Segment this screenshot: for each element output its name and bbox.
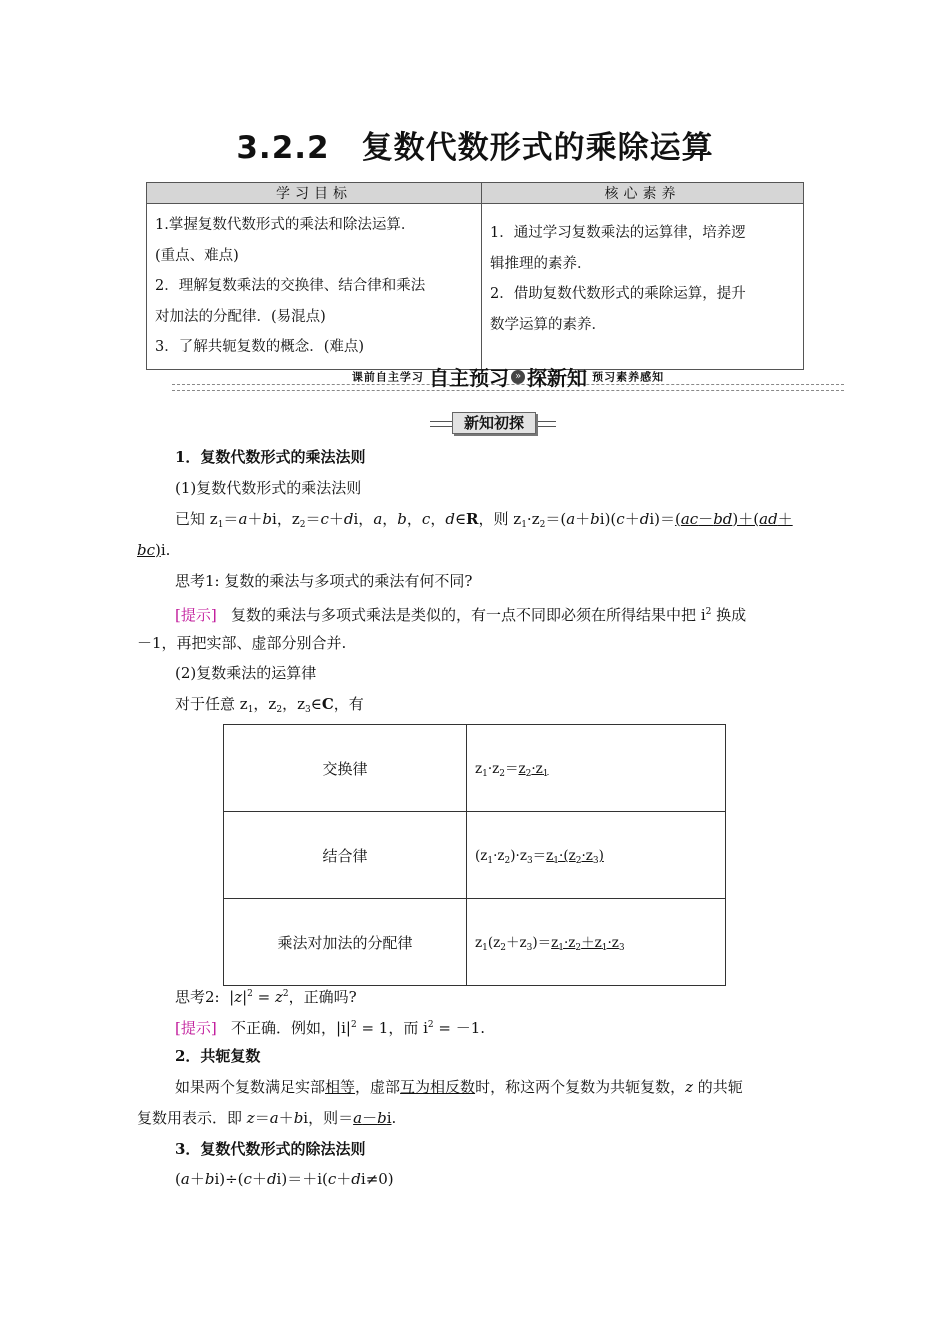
goal-line: (重点、难点) [155,247,239,264]
law-formula: $z_1(z_2+z_3)=z_1\cdot z_2+z_1\cdot z_3$ [467,899,726,986]
think1-question: 思考1: 复数的乘法与多项式的乘法有何不同? [175,572,473,590]
blank-answer: 互为相反数 [400,1078,476,1096]
s2-heading: 2．共轭复数 [175,1047,261,1065]
literacy-line: 1．通过学习复数乘法的运算律，培养逻 [490,225,746,241]
goals-header-learning: 学习目标 [147,183,482,204]
s3-heading: 3．复数代数形式的除法法则 [175,1140,366,1158]
laws-table [223,724,726,986]
for-any-line: 对于任意 $z_1$，$z_2$，$z_3\in C$，有 [175,695,364,715]
mult-rule-line2: bc)i. [137,541,171,559]
think1-answer-line1: [提示] 复数的乘法与多项式乘法是类似的，有一点不同即必须在所得结果中把 $i^2$ 换成 [175,606,747,624]
literacy-line: 辑推理的素养． [490,255,592,272]
mult-rule-line1: 已知 $z_1=a+bi$，$z_2=c+di$，a，b，c，d∈R，则 $z_1\cdot z_2=(a+bi)(c+di)=(ac-bd)+(ad+$ [175,510,793,530]
blank-answer: 相等 [325,1078,356,1096]
hint-label: [提示] [175,606,217,624]
banner-right-label: 预习素养感知 [592,370,665,384]
law-name: 结合律 [224,812,467,899]
conj-line2: 复数用表示．即 z＝a＋bi，则＝a－bi. [137,1109,397,1127]
s1-sub2: (2)复数乘法的运算律 [175,664,317,682]
goals-table [146,182,804,370]
banner-left-label: 课前自主学习 [351,370,424,384]
s1-sub1: (1)复数代数形式的乘法法则 [175,479,362,497]
think2-answer: [提示] 不正确．例如，$|i|^2 = 1$，而 $i^2 = -1$. [175,1019,486,1037]
page-title: 3.2.2 复数代数形式的乘除运算 [236,130,714,166]
arrow-icon: » [511,370,525,384]
goals-left-cell [147,204,482,370]
division-rule: (a＋bi)÷(c＋di)＝＋i(c＋di≠0) [175,1170,394,1188]
goal-line: 1.掌握复数代数形式的乘法和除法运算． [155,217,416,233]
section-label-text: 新知初探 [452,412,536,434]
literacy-line: 数学运算的素养． [490,316,606,333]
goals-right-cell [482,204,804,370]
law-formula: $(z_1\cdot z_2)\cdot z_3=z_1\cdot(z_2\cdot z_3)$ [467,812,726,899]
law-formula: $z_1\cdot z_2=z_2\cdot z_1$ [467,725,726,812]
goal-line: 3．了解共轭复数的概念．(难点) [155,339,365,355]
banner-main-b: 探新知 [527,366,587,390]
hint-label: [提示] [175,1019,217,1037]
s1-heading: 1．复数代数形式的乘法法则 [175,448,366,466]
banner-main-a: 自主预习 [429,366,509,390]
goals-header-core: 核心素养 [482,183,804,204]
conj-line1: 如果两个复数满足实部相等，虚部互为相反数时，称这两个复数为共轭复数，z 的共轭 [175,1078,743,1096]
law-name: 乘法对加法的分配律 [224,899,467,986]
law-name: 交换律 [224,725,467,812]
preview-banner [172,362,844,392]
think2-question: 思考2: $|z|^2 = z^2$，正确吗? [175,988,357,1006]
section-label [430,412,556,434]
literacy-line: 2．借助复数代数形式的乘除运算，提升 [490,286,746,302]
goal-line: 对加法的分配律．(易混点) [155,308,326,325]
goal-line: 2．理解复数乘法的交换律、结合律和乘法 [155,278,426,294]
think1-answer-line2: －1，再把实部、虚部分别合并. [137,634,347,652]
